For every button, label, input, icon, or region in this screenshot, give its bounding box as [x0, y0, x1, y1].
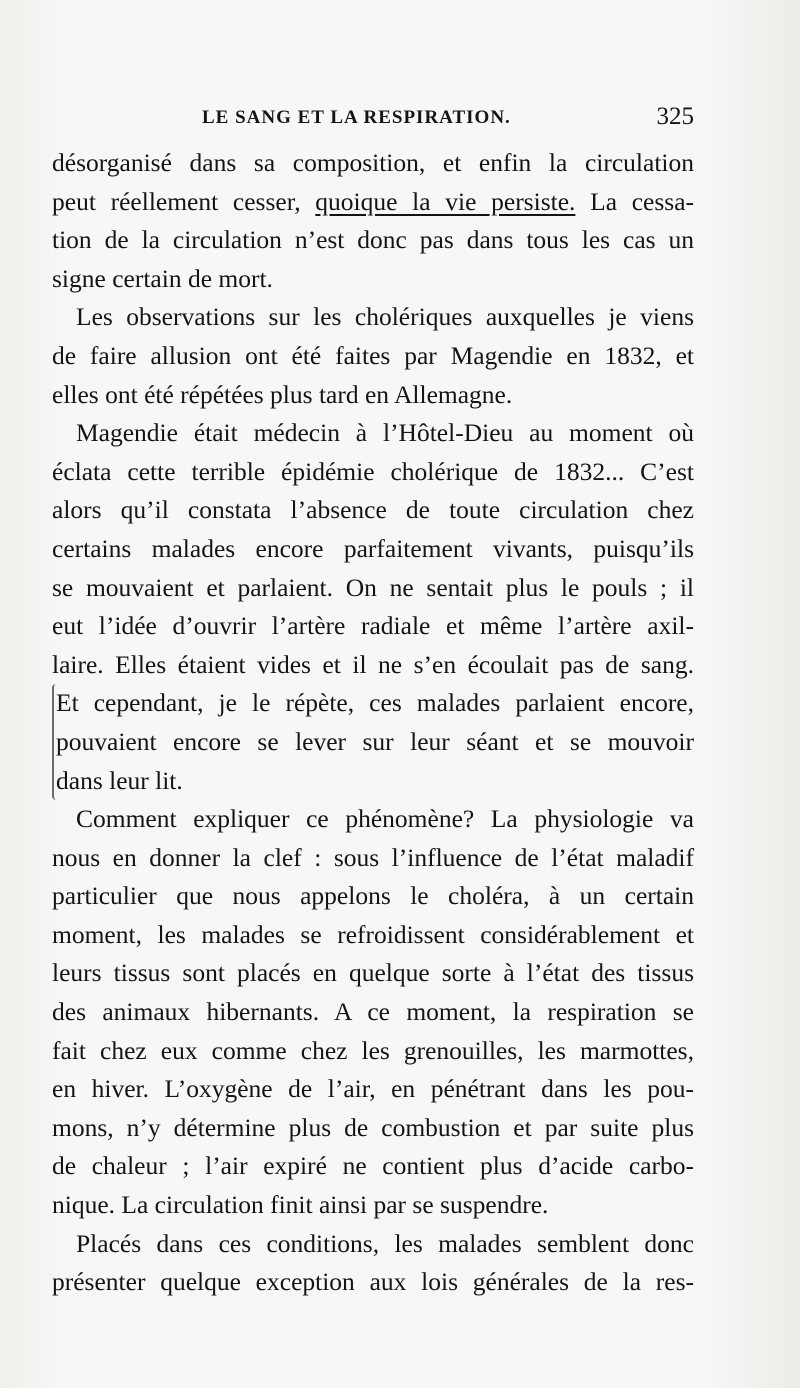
text-line: signe certain de mort.	[52, 263, 273, 293]
text-segment: peut réellement cesser,	[52, 186, 301, 216]
text-line: mons, n’y détermine plus de combustion et par suite plus	[52, 1112, 694, 1142]
text-line: éclata cette terrible épidémie cholérique de 1832... C’est	[52, 456, 694, 486]
body-text	[52, 144, 694, 1302]
page-number: 325	[656, 103, 694, 130]
text-line: Comment expliquer ce phénomène? La physiologie va	[76, 804, 694, 834]
text-line: alors qu’il constata l’absence de toute circulation chez	[52, 495, 694, 525]
text-line: leurs tissus sont placés en quelque sorte à l’état des tissus	[52, 958, 694, 988]
text-line: fait chez eux comme chez les grenouilles, les marmottes,	[52, 1035, 694, 1065]
text-line: de faire allusion ont été faites par Magendie en 1832, et	[52, 340, 694, 370]
bracketed-line: pouvaient encore se lever sur leur séant et se mouvoir	[52, 723, 694, 762]
text-line: moment, les malades se refroidissent considérablement et	[52, 919, 694, 949]
bracketed-line: Et cependant, je le répète, ces malades parlaient encore,	[52, 684, 694, 723]
text-line: Magendie était médecin à l’Hôtel-Dieu au moment où	[76, 418, 694, 448]
text-line: particulier que nous appelons le choléra, à un certain	[52, 881, 694, 911]
bracketed-line: dans leur lit.	[52, 762, 694, 801]
text-line: désorganisé dans sa composition, et enfin la circulation	[52, 148, 694, 177]
text-segment: La cessa-	[590, 186, 694, 216]
underlined-passage: quoique la vie persiste.	[315, 186, 576, 216]
running-title: LE SANG ET LA RESPIRATION.	[202, 107, 511, 128]
text-line: certains malades encore parfaitement vivants, puisqu’ils	[52, 533, 694, 563]
page-header	[52, 103, 694, 137]
text-line: laire. Elles étaient vides et il ne s’en écoulait pas de sang.	[52, 649, 694, 679]
text-line: se mouvaient et parlaient. On ne sentait plus le pouls ; il	[52, 572, 694, 602]
text-line: en hiver. L’oxygène de l’air, en pénétrant dans les pou-	[52, 1074, 694, 1104]
text-line: elles ont été répétées plus tard en Allemagne.	[52, 379, 513, 409]
text-line: tion de la circulation n’est donc pas dans tous les cas un	[52, 225, 694, 255]
text-line: des animaux hibernants. A ce moment, la respiration se	[52, 997, 694, 1027]
text-line	[52, 183, 694, 222]
text-line: présenter quelque exception aux lois générales de la res-	[52, 1267, 694, 1297]
text-line: de chaleur ; l’air expiré ne contient plus d’acide carbo-	[52, 1151, 694, 1181]
text-line: Placés dans ces conditions, les malades semblent donc	[76, 1228, 694, 1258]
text-line: eut l’idée d’ouvrir l’artère radiale et même l’artère axil-	[52, 611, 694, 641]
text-line: Les observations sur les cholériques auxquelles je viens	[76, 302, 694, 332]
text-line: nique. La circulation finit ainsi par se suspendre.	[52, 1190, 549, 1220]
text-line: nous en donner la clef : sous l’influence de l’état maladif	[52, 842, 694, 872]
